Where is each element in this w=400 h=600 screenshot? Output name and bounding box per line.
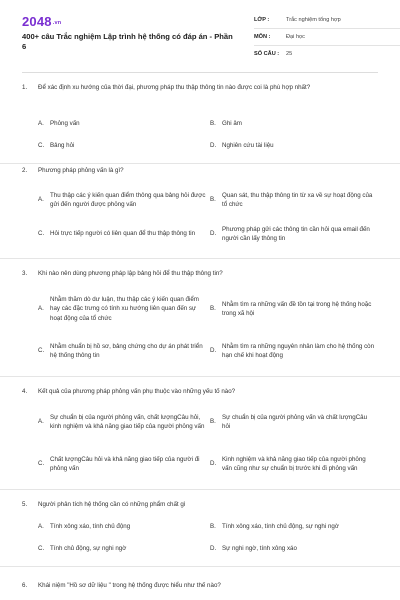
meta-key: MÔN : bbox=[254, 34, 271, 40]
question-number: 6. bbox=[22, 582, 28, 589]
answer-option[interactable] bbox=[38, 449, 206, 479]
option-letter: A. bbox=[38, 305, 44, 313]
option-text: Nhằm tìm ra những nguyên nhân làm cho hệ thống còn hạn chế khi hoạt động bbox=[222, 342, 375, 359]
question-item bbox=[22, 581, 378, 595]
option-text: Nhằm thăm dò dư luận, thu thập các ý kiến quan điểm hay các đặc trưng có tính xu hướng liên quan đến sự hoạt động của tổ chức bbox=[50, 296, 199, 322]
question-item bbox=[22, 269, 378, 389]
option-text: Tính chủ động, sự nghi ngờ bbox=[50, 545, 127, 552]
option-letter: C. bbox=[38, 460, 45, 468]
meta-row-count bbox=[254, 46, 400, 62]
option-text: Sự nghi ngờ, tính xông xáo bbox=[222, 545, 297, 552]
option-text: Kinh nghiệm và khả năng giao tiếp của người phỏng vấn cũng như sự chuẩn bị trước khi đi phỏng vấn bbox=[222, 455, 366, 472]
question-item bbox=[22, 387, 378, 507]
answer-option[interactable] bbox=[210, 449, 375, 479]
option-letter: A. bbox=[38, 120, 44, 127]
answer-option[interactable] bbox=[38, 119, 188, 128]
divider bbox=[0, 258, 400, 259]
meta-row-class bbox=[254, 12, 400, 29]
divider bbox=[0, 489, 400, 490]
option-text: Phỏng vấn bbox=[50, 120, 80, 127]
answer-option[interactable] bbox=[210, 522, 378, 531]
page-title: 400+ câu Trắc nghiệm Lập trình hệ thống có đáp án - Phần 6 bbox=[22, 32, 233, 51]
question-text: Phương pháp phỏng vấn là gì? bbox=[38, 167, 124, 174]
question-item bbox=[22, 166, 378, 276]
question-text: Kết quả của phương pháp phỏng vấn phụ thuộc vào những yếu tố nào? bbox=[38, 388, 236, 395]
document-header bbox=[22, 0, 378, 73]
option-letter: D. bbox=[210, 545, 217, 552]
option-text: Nghiên cứu tài liệu bbox=[222, 142, 274, 149]
option-letter: B. bbox=[210, 305, 216, 313]
option-text: Ghi âm bbox=[222, 120, 242, 127]
option-letter: A. bbox=[38, 196, 44, 204]
answer-option[interactable] bbox=[210, 186, 375, 214]
answer-option[interactable] bbox=[38, 141, 188, 150]
option-text: Sự chuẩn bị của người phỏng vấn, chất lượngCâu hỏi, kinh nghiệm và khả năng giao tiếp của người phỏng vấn bbox=[50, 413, 205, 430]
option-text: Chất lượngCâu hỏi và khả năng giao tiếp của người đi phỏng vấn bbox=[50, 455, 200, 472]
option-text: Tính xông xáo, tính chủ động bbox=[50, 523, 131, 530]
answer-option[interactable] bbox=[210, 289, 375, 329]
answer-option[interactable] bbox=[38, 186, 206, 214]
answer-option[interactable] bbox=[210, 119, 370, 128]
meta-row-subject bbox=[254, 29, 400, 46]
option-text: Tính xông xáo, tính chủ động, sự nghi ngờ bbox=[222, 523, 339, 530]
answer-option[interactable] bbox=[38, 544, 206, 553]
option-letter: B. bbox=[210, 418, 216, 426]
answer-option[interactable] bbox=[210, 224, 375, 244]
question-number: 5. bbox=[22, 501, 28, 508]
question-item bbox=[22, 500, 378, 570]
option-letter: C. bbox=[38, 545, 45, 552]
answer-option[interactable] bbox=[38, 289, 206, 329]
question-number: 2. bbox=[22, 167, 28, 174]
option-letter: C. bbox=[38, 142, 45, 149]
question-number: 3. bbox=[22, 270, 28, 277]
option-letter: D. bbox=[210, 142, 217, 149]
answer-option[interactable] bbox=[210, 544, 378, 553]
option-letter: A. bbox=[38, 523, 44, 530]
question-number: 4. bbox=[22, 388, 28, 395]
answer-option[interactable] bbox=[210, 141, 370, 150]
meta-value: Trắc nghiệm tổng hợp bbox=[286, 17, 341, 23]
meta-key: SỐ CÂU : bbox=[254, 51, 280, 57]
answer-option[interactable] bbox=[38, 522, 206, 531]
meta-value: Đại học bbox=[286, 34, 305, 40]
option-text: Quan sát, thu thập thông tin từ xa về sự hoạt động của tổ chức bbox=[222, 191, 373, 208]
option-text: Phương pháp gửi các thông tin cần hỏi qua email đến người cần lấy thông tin bbox=[222, 225, 370, 242]
answer-option[interactable] bbox=[210, 407, 375, 437]
logo-text: 2048 bbox=[22, 14, 52, 29]
divider bbox=[0, 163, 400, 164]
option-letter: A. bbox=[38, 418, 44, 426]
question-text: Người phân tích hệ thống cần có những phẩm chất gì bbox=[38, 501, 186, 508]
option-letter: B. bbox=[210, 523, 216, 530]
answer-option[interactable] bbox=[210, 341, 375, 361]
question-text: Để xác định xu hướng của thời đại, phương pháp thu thập thông tin nào được coi là phù hợp nhất? bbox=[38, 84, 311, 91]
answer-option[interactable] bbox=[38, 407, 206, 437]
meta-table bbox=[254, 12, 400, 62]
meta-value: 25 bbox=[286, 51, 293, 57]
option-letter: C. bbox=[38, 230, 45, 238]
logo-suffix: .vn bbox=[52, 19, 62, 26]
option-text: Bảng hỏi bbox=[50, 142, 75, 149]
option-letter: D. bbox=[210, 230, 217, 238]
option-letter: D. bbox=[210, 460, 217, 468]
option-letter: B. bbox=[210, 120, 216, 127]
option-text: Hỏi trực tiếp người có liên quan để thu thập thông tin bbox=[50, 230, 196, 238]
option-letter: B. bbox=[210, 196, 216, 204]
option-text: Thu thập các ý kiến quan điểm thông qua bảng hỏi được gửi đến người được phỏng vấn bbox=[50, 191, 206, 208]
option-letter: D. bbox=[210, 347, 217, 355]
meta-key: LỚP : bbox=[254, 17, 270, 23]
answer-option[interactable] bbox=[38, 341, 206, 361]
option-text: Nhằm tìm ra những vấn đề tồn tại trong hệ thống hoặc trong xã hội bbox=[222, 300, 372, 317]
question-number: 1. bbox=[22, 84, 28, 91]
divider bbox=[0, 566, 400, 567]
option-text: Sự chuẩn bị của người phỏng vấn và chất lượngCâu hỏi bbox=[222, 413, 368, 430]
answer-option[interactable] bbox=[38, 224, 206, 244]
site-logo[interactable] bbox=[22, 14, 61, 29]
question-text: Khi nào nên dùng phương pháp lập bảng hỏi để thu thập thông tin? bbox=[38, 270, 223, 277]
option-letter: C. bbox=[38, 347, 45, 355]
divider bbox=[0, 376, 400, 377]
question-text: Khái niệm "Hồ sơ dữ liệu " trong hệ thống được hiểu như thế nào? bbox=[38, 582, 221, 589]
option-text: Nhằm chuẩn bị hồ sơ, bảng chứng cho dự án phát triển hệ thống thông tin bbox=[50, 342, 203, 359]
